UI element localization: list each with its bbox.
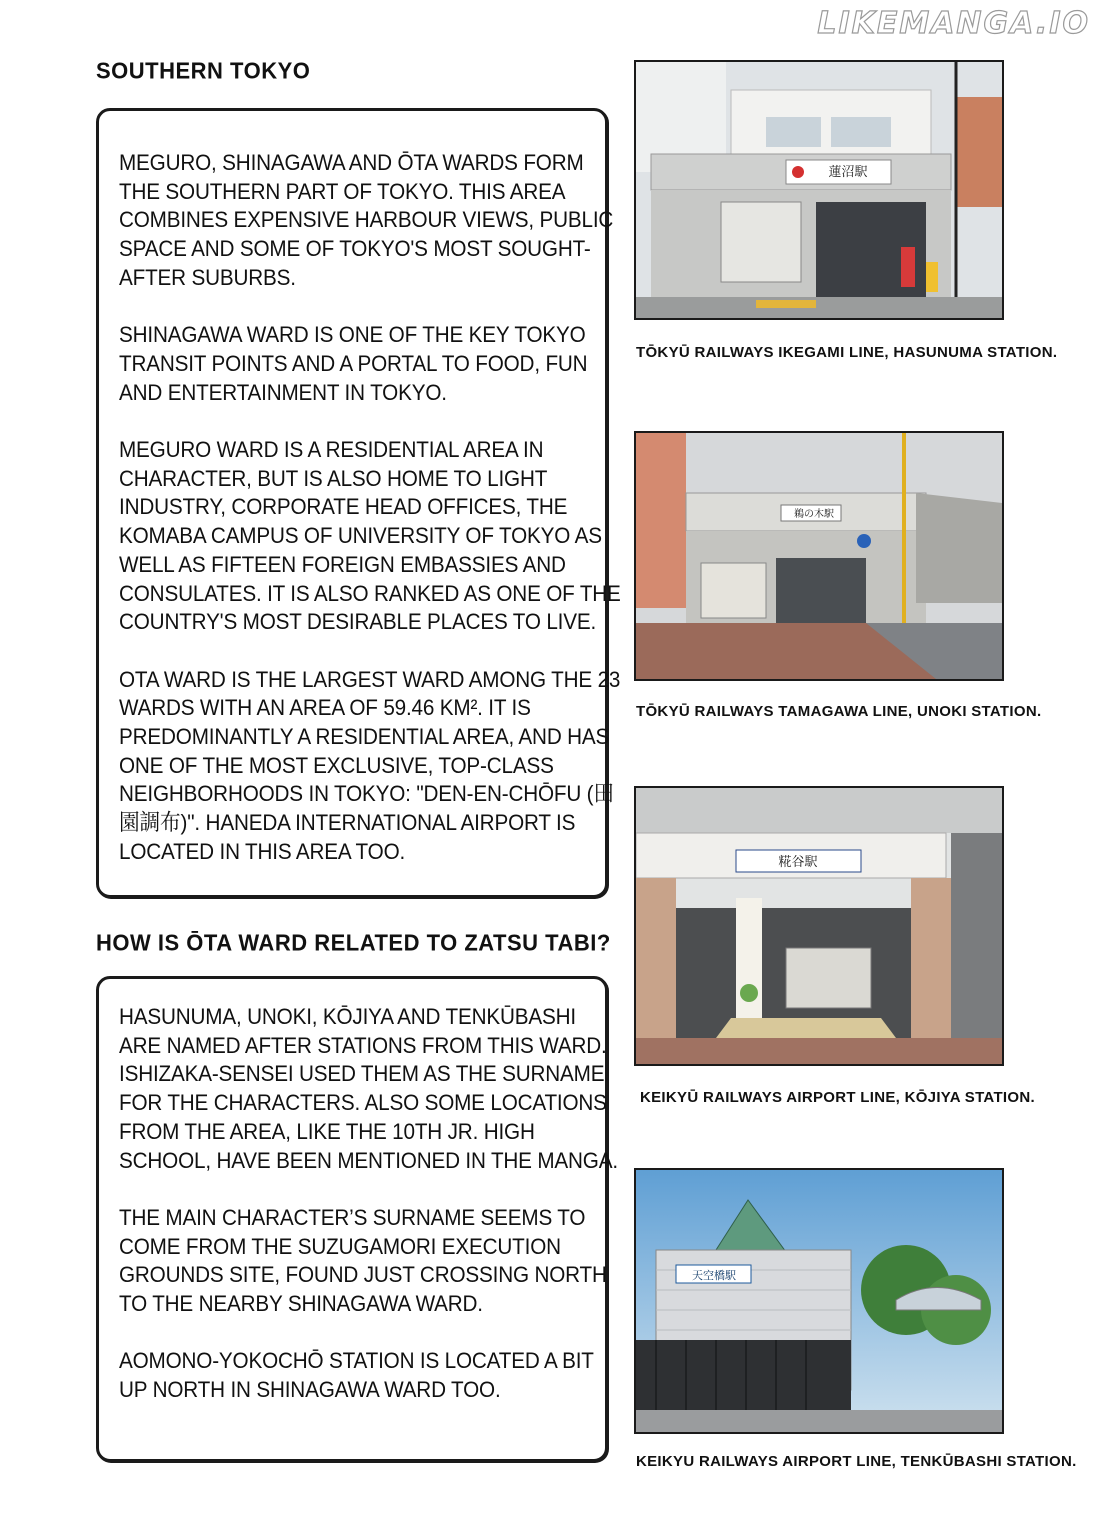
photo-kojiya-station xyxy=(634,786,1004,1066)
photo-caption: TŌKYŪ RAILWAYS TAMAGAWA LINE, UNOKI STATION. xyxy=(636,703,1042,720)
site-watermark: LIKEMANGA.IO xyxy=(817,6,1090,41)
station-sign: 糀谷駅 xyxy=(778,855,818,870)
paragraph: THE MAIN CHARACTER’S SURNAME SEEMS TO COME FROM THE SUZUGAMORI EXECUTION GROUNDS SITE, FOUND JUST CROSSING NORTH TO THE NEARBY SHINAGAWA WARD. xyxy=(119,1204,607,1317)
station-sign: 天空橋駅 xyxy=(692,1269,736,1282)
section-heading-southern-tokyo: SOUTHERN TOKYO xyxy=(96,57,311,84)
paragraph: AOMONO-YOKOCHŌ STATION IS LOCATED A BIT UP NORTH IN SHINAGAWA WARD TOO. xyxy=(119,1348,594,1403)
station-sign: 蓮沼駅 xyxy=(828,165,868,180)
photo-caption: KEIKYU RAILWAYS AIRPORT LINE, TENKŪBASHI STATION. xyxy=(636,1453,1077,1470)
photo-hasunuma-station xyxy=(634,60,1004,320)
station-sign: 鵜の木駅 xyxy=(794,509,834,520)
paragraph: MEGURO WARD IS A RESIDENTIAL AREA IN CHARACTER, BUT IS ALSO HOME TO LIGHT INDUSTRY, CORPORATE HEAD OFFICES, THE KOMABA CAMPUS OF UNIVERSITY OF TOKYO AS WELL AS FIFTEEN FOREIGN EMBASSIES AND CONSULATES. IT IS ALSO RANKED AS ONE OF THE COUNTRY'S MOST DESIRABLE PLACES TO LIVE. xyxy=(119,437,621,635)
info-text xyxy=(119,149,622,867)
section-heading-ota-ward: HOW IS ŌTA WARD RELATED TO ZATSU TABI? xyxy=(96,929,611,956)
info-box-southern-tokyo xyxy=(96,108,621,898)
photo-unoki-station xyxy=(634,431,1004,681)
photo-caption: KEIKYŪ RAILWAYS AIRPORT LINE, KŌJIYA STATION. xyxy=(640,1089,1035,1106)
paragraph: OTA WARD IS THE LARGEST WARD AMONG THE 23 WARDS WITH AN AREA OF 59.46 KM². IT IS PREDOMINANTLY A RESIDENTIAL AREA, AND HAS ONE OF THE MOST EXCLUSIVE, TOP-CLASS NEIGHBORHOODS IN TOKYO: "DEN-EN-CHŌFU (田園調布)". HANEDA INTERNATIONAL AIRPORT IS LOCATED IN THIS AREA TOO. xyxy=(119,666,621,864)
photo-caption: TŌKYŪ RAILWAYS IKEGAMI LINE, HASUNUMA STATION. xyxy=(636,344,1058,361)
paragraph: SHINAGAWA WARD IS ONE OF THE KEY TOKYO TRANSIT POINTS AND A PORTAL TO FOOD, FUN AND ENTERTAINMENT IN TOKYO. xyxy=(119,322,588,405)
photo-tenkubashi-station xyxy=(634,1168,1004,1434)
paragraph: MEGURO, SHINAGAWA AND ŌTA WARDS FORM THE SOUTHERN PART OF TOKYO. THIS AREA COMBINES EXPENSIVE HARBOUR VIEWS, PUBLIC SPACE AND SOME OF TOKYO'S MOST SOUGHT-AFTER SUBURBS. xyxy=(119,150,614,290)
paragraph: HASUNUMA, UNOKI, KŌJIYA AND TENKŪBASHI ARE NAMED AFTER STATIONS FROM THIS WARD. ISHIZAKA-SENSEI USED THEM AS THE SURNAME FOR THE CHARACTERS. ALSO SOME LOCATIONS FROM THE AREA, LIKE THE 10TH JR. HIGH SCHOOL, HAVE BEEN MENTIONED IN THE MANGA. xyxy=(119,1004,618,1173)
info-text xyxy=(119,1003,622,1405)
info-box-ota-ward xyxy=(96,976,618,1462)
